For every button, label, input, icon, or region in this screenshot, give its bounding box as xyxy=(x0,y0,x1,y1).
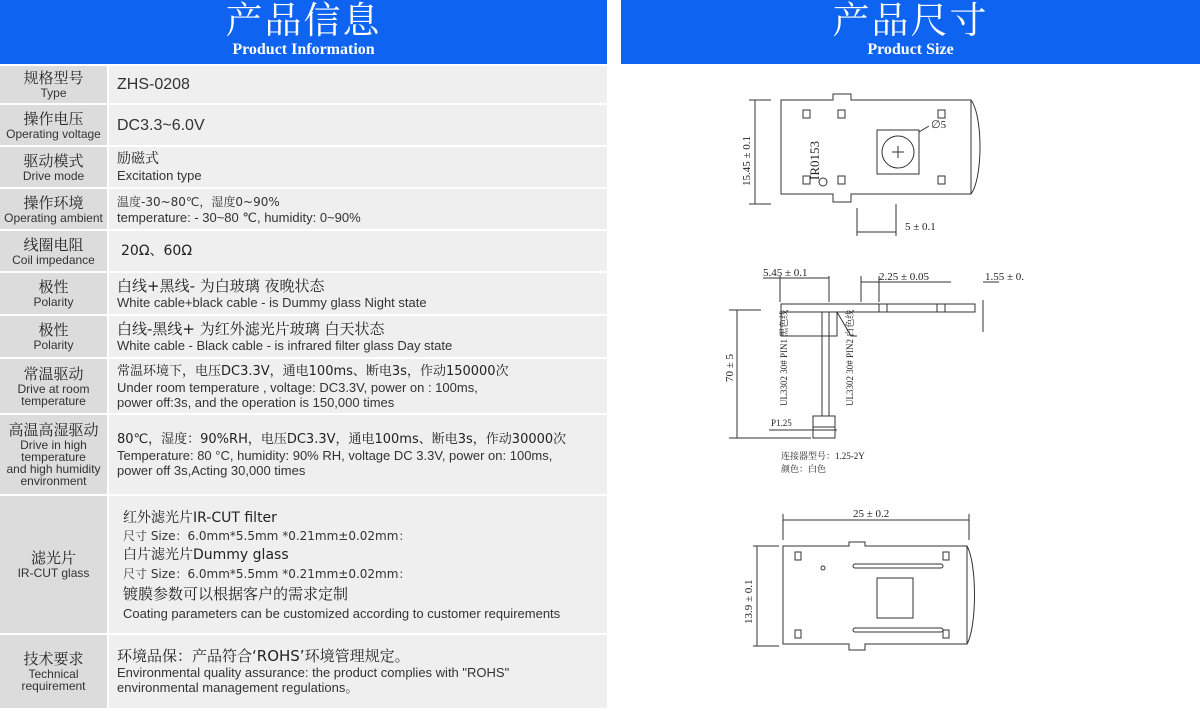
value-line: 镀膜参数可以根据客户的需求定制 xyxy=(123,585,349,603)
label-cn: 操作环境 xyxy=(23,193,84,212)
spec-value xyxy=(109,316,607,357)
spec-value xyxy=(109,147,607,187)
label-cn: 技术要求 xyxy=(23,650,84,668)
value-line: 常温环境下，电压DC3.3V，通电100ms、断电3s，作动150000次 xyxy=(117,363,509,379)
spec-value xyxy=(109,273,607,314)
label-en: Operating ambient xyxy=(4,210,103,225)
side-view-slot xyxy=(937,304,945,312)
spec-label xyxy=(0,359,107,413)
spec-value xyxy=(109,359,607,413)
spec-label xyxy=(0,231,107,271)
dim-height-label: 15.45 ± 0.1 xyxy=(741,135,753,186)
value-line: 白片滤光片Dummy glass xyxy=(123,547,289,563)
label-en: Drive mode xyxy=(22,168,85,183)
spec-row-type xyxy=(0,66,607,103)
side-view xyxy=(729,276,999,438)
label-cn: 操作电压 xyxy=(23,109,84,128)
label-en: Coil impedance xyxy=(12,252,95,267)
label-cn: 线圈电阻 xyxy=(23,235,84,254)
spec-row-operating-voltage xyxy=(0,105,607,145)
header-title-en: Product Size xyxy=(867,41,954,58)
value-line: Temperature: 80 °C, humidity: 90% RH, voltage DC 3.3V, power on: 100ms, xyxy=(117,448,553,463)
spec-value xyxy=(109,415,607,494)
spec-row-polarity-night xyxy=(0,273,607,314)
value-line: Under room temperature , voltage: DC3.3V, power on : 100ms, xyxy=(117,379,478,395)
dim-b-label: 2.25 ± 0.05 xyxy=(879,271,930,283)
value-line: 20Ω、60Ω xyxy=(121,242,193,259)
label-en: Polarity xyxy=(33,338,74,352)
spec-value xyxy=(109,635,607,708)
label-en: Operating voltage xyxy=(6,126,101,141)
label-en: Polarity xyxy=(33,295,74,309)
spec-row-drive-mode xyxy=(0,147,607,187)
dim-width-label: 5 ± 0.1 xyxy=(905,221,936,233)
spec-label xyxy=(0,189,107,229)
spec-label xyxy=(0,635,107,708)
side-view-slot xyxy=(879,304,887,312)
label-cn: 高温高湿驱动 xyxy=(8,421,99,439)
spec-row-operating-ambient xyxy=(0,189,607,229)
spec-label xyxy=(0,147,107,187)
label-en: Type xyxy=(40,86,67,100)
value-line: 白线-黑线+ 为红外滤光片玻璃 白天状态 xyxy=(117,319,385,338)
top-view xyxy=(749,94,980,236)
filter-window xyxy=(877,578,913,618)
value-line: White cable+black cable - is Dummy glass Night state xyxy=(117,294,427,310)
value-line: 尺寸 Size：6.0mm*5.5mm *0.21mm±0.02mm： xyxy=(123,529,411,543)
dim-height-label: 13.9 ± 0.1 xyxy=(743,579,755,624)
spec-label xyxy=(0,66,107,103)
bottom-view-slot xyxy=(943,630,949,638)
hole-leader xyxy=(919,126,929,132)
top-view-slot xyxy=(938,110,945,118)
value-line: ZHS-0208 xyxy=(117,76,190,93)
bottom-view-slot xyxy=(795,552,801,560)
spec-row-coil-impedance xyxy=(0,231,607,271)
dim-a-label: 5.45 ± 0.1 xyxy=(763,267,808,279)
spec-label xyxy=(0,273,107,314)
value-line: Environmental quality assurance: the product complies with "ROHS" xyxy=(117,665,510,680)
bottom-view-curved-edge xyxy=(967,546,975,644)
bottom-view xyxy=(753,514,975,650)
dimension-drawing xyxy=(621,64,1200,711)
spec-label xyxy=(0,105,107,145)
spec-value xyxy=(109,105,607,145)
spec-value xyxy=(109,496,607,633)
label-cn: 极性 xyxy=(38,321,69,339)
top-view-slot xyxy=(803,110,810,118)
label-en: Technical xyxy=(28,667,79,681)
spec-row-high-temperature xyxy=(0,415,607,494)
value-line: 温度-30~80℃，湿度0~90% xyxy=(117,194,280,209)
top-view-curved-edge xyxy=(971,100,980,194)
value-line: temperature: - 30~80 ℃, humidity: 0~90% xyxy=(117,209,361,225)
dim-c-label: 1.55 ± 0. xyxy=(985,271,1025,283)
label-en: temperature xyxy=(21,393,86,408)
label-en: temperature xyxy=(21,450,86,464)
top-view-slot xyxy=(838,110,845,118)
spec-value xyxy=(109,189,607,229)
part-mark: IR0153 xyxy=(807,141,822,180)
label-en: environment xyxy=(20,474,87,488)
label-cn: 驱动模式 xyxy=(23,151,84,170)
header-title-cn: 产品尺寸 xyxy=(832,0,989,42)
spec-row-polarity-day xyxy=(0,316,607,357)
dim-width-label: 25 ± 0.2 xyxy=(853,508,890,520)
spec-label xyxy=(0,415,107,494)
label-cn: 规格型号 xyxy=(23,69,84,87)
value-line: 环境品保：产品符合‘ROHS’环境管理规定。 xyxy=(117,647,410,665)
connector-model: 连接器型号：1.25-2Y xyxy=(781,451,865,461)
bottom-view-hole xyxy=(821,566,825,570)
pitch-label: P1.25 xyxy=(771,418,792,428)
label-en: and high humidity xyxy=(6,462,101,476)
bottom-view-slot xyxy=(943,552,949,560)
dim-height-label: 70 ± 5 xyxy=(724,353,736,382)
label-en: IR-CUT glass xyxy=(17,566,90,580)
header-title-cn: 产品信息 xyxy=(225,0,382,42)
top-view-slot xyxy=(838,176,845,184)
label-en: Drive in high xyxy=(20,438,87,452)
spec-value xyxy=(109,231,607,271)
wire1-label: UL3302 30# PIN1 黑色线 xyxy=(779,309,789,406)
header-title-en: Product Information xyxy=(232,41,375,58)
hole-label: ∅5 xyxy=(931,119,947,131)
spec-label xyxy=(0,496,107,633)
value-line: DC3.3~6.0V xyxy=(117,116,205,134)
product-information-header xyxy=(0,0,607,64)
label-en: Drive at room xyxy=(17,381,90,396)
value-line: 80℃，湿度：90%RH，电压DC3.3V，通电100ms、断电3s，作动30000次 xyxy=(117,432,567,447)
value-line: Excitation type xyxy=(117,168,202,183)
spec-row-ir-cut-glass xyxy=(0,496,607,633)
value-line: Coating parameters can be customized according to customer requirements xyxy=(123,606,561,621)
value-line: 尺寸 Size：6.0mm*5.5mm *0.21mm±0.02mm： xyxy=(123,567,411,581)
connector-color: 颜色：白色 xyxy=(781,464,827,474)
product-size-header xyxy=(621,0,1200,64)
label-cn: 滤光片 xyxy=(30,549,76,567)
spec-label xyxy=(0,316,107,357)
guide-slot xyxy=(853,564,943,568)
value-line: power off:3s, and the operation is 150,000 times xyxy=(117,394,395,410)
value-line: power off 3s,Acting 30,000 times xyxy=(117,463,306,478)
value-line: White cable - Black cable - is infrared filter glass Day state xyxy=(117,337,453,353)
spec-row-technical-requirement xyxy=(0,635,607,708)
wire2-label: UL3302 30# PIN2 白色线 xyxy=(845,309,855,406)
value-line: environmental management regulations。 xyxy=(117,680,359,695)
value-line: 白线+黑线- 为白玻璃 夜晚状态 xyxy=(117,276,325,295)
side-view-body xyxy=(781,304,975,312)
top-view-slot xyxy=(938,176,945,184)
value-line: 励磁式 xyxy=(117,151,159,167)
spec-row-room-temperature xyxy=(0,359,607,413)
bottom-view-outline xyxy=(783,542,967,650)
bottom-view-slot xyxy=(795,630,801,638)
guide-slot xyxy=(853,628,943,632)
value-line: 红外滤光片IR-CUT filter xyxy=(123,510,277,526)
label-en: requirement xyxy=(21,679,86,693)
label-cn: 极性 xyxy=(38,278,69,296)
label-cn: 常温驱动 xyxy=(23,364,84,383)
spec-value xyxy=(109,66,607,103)
